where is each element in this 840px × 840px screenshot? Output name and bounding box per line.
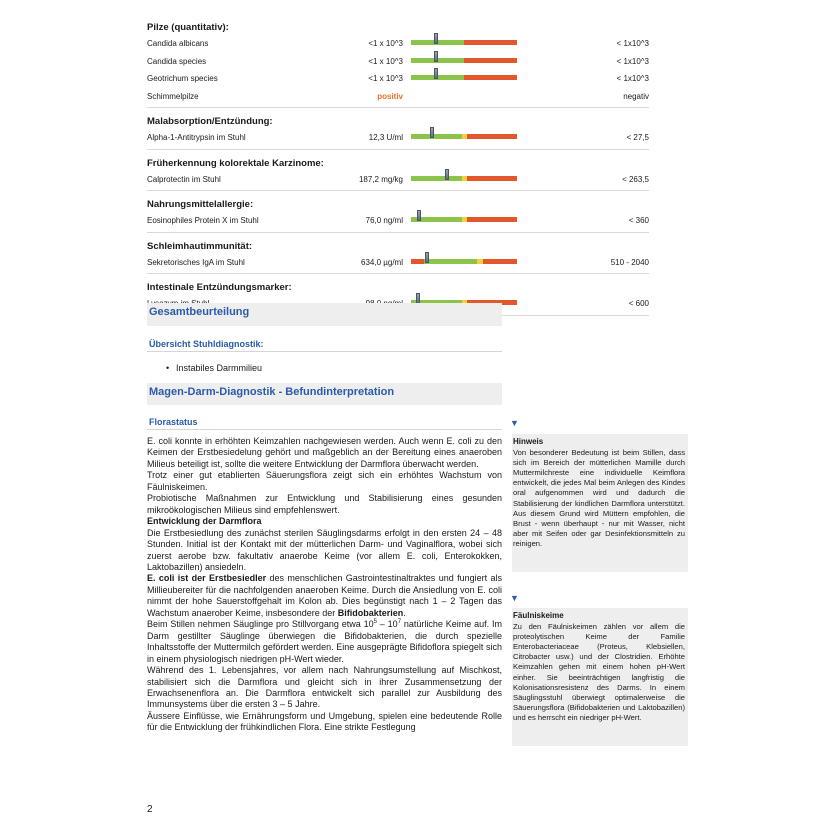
- range-marker: [445, 169, 449, 180]
- range-bar: [411, 134, 517, 139]
- range-bar: [411, 259, 517, 264]
- range-bar-high-segment: [464, 75, 517, 80]
- faulniskeime-title: Fäulniskeime: [513, 611, 564, 620]
- lab-row: [147, 171, 649, 189]
- florastatus-title: Florastatus: [147, 417, 502, 430]
- lab-row: [147, 129, 649, 147]
- lab-row: [147, 254, 649, 272]
- lab-section-title: Intestinale Entzündungsmarker:: [147, 282, 292, 293]
- range-bar: [411, 176, 517, 181]
- lab-results-table: [147, 20, 649, 316]
- befund-title: Magen-Darm-Diagnostik - Befundinterpretation: [149, 386, 395, 398]
- lab-section: [147, 156, 649, 192]
- range-marker: [430, 127, 434, 138]
- range-bar-high-segment: [464, 58, 517, 63]
- lab-value: <1 x 10^3: [368, 56, 403, 66]
- lab-section-title: Nahrungsmittelallergie:: [147, 199, 254, 210]
- hinweis-title: Hinweis: [513, 437, 544, 446]
- gesamtbeurteilung-title: Gesamtbeurteilung: [149, 306, 250, 318]
- befund-band: [147, 383, 502, 405]
- lab-param: Eosinophiles Protein X im Stuhl: [147, 216, 259, 225]
- lab-row: [147, 70, 649, 88]
- lab-value: 187,2 mg/kg: [358, 174, 403, 184]
- range-marker: [434, 33, 438, 44]
- lab-row: [147, 53, 649, 71]
- lab-reference: < 600: [628, 299, 649, 308]
- text-paragraph: Während des 1. Lebensjahres, vor allem nach Nahrungsumstellung auf Mischkost, stabilisiert sich die Darmflora und gleicht sich in ihrer Zusammensetzung der Erwachsenenflora an. Die Darmflora entwickelt sich parallel zur Ausbildung des Immunsystems über die ersten 3 – 5 Jahre.: [147, 665, 502, 710]
- range-bar-normal-segment: [411, 176, 462, 181]
- lab-reference: negativ: [623, 91, 649, 101]
- range-bar-high-segment: [483, 259, 517, 264]
- range-bar: [411, 40, 517, 45]
- entwicklung-heading: Entwicklung der Darmflora: [147, 516, 262, 527]
- faulniskeime-box: [512, 608, 688, 746]
- faulniskeime-text: Zu den Fäulniskeimen zählen vor allem die proteolytischen Keime der Familie Enterobacteriaceae (Proteus, Klebsiellen, Citrobacter usw.) und der Clostridien. Erhöhte Keimzahlen gehen mit einem hohen pH-Wert einher. Sie beeinträchtigen langfristig die Kolonisationsresistenz des Darms. In einem Säuglingsstuhl überwiegt optimalerweise die Säuerungsflora (Bifidobakterien und Laktobazillen) und es herrscht ein niedriger pH-Wert.: [513, 622, 685, 722]
- uebersicht-bullet: • Instabiles Darmmilieu: [176, 363, 262, 373]
- range-bar-normal-segment: [424, 259, 477, 264]
- lab-section-title: Pilze (quantitativ):: [147, 22, 229, 33]
- lab-reference: < 360: [628, 216, 649, 225]
- text-paragraph: Die Erstbesiedlung des zunächst sterilen Säuglingsdarms erfolgt in den ersten 24 – 48 Stunden. Initial ist der Kontakt mit der mütterlichen Darm- und Vaginalflora, wobei sich zuerst aerobe bzw. fakultativ anaerobe Keime (vor allem E. coli, Enterokokken, Laktobazillen) ansiedeln.: [147, 527, 502, 572]
- lab-reference: < 1x10^3: [616, 39, 649, 48]
- range-bar-high-segment: [467, 217, 517, 222]
- lab-value: <1 x 10^3: [368, 39, 403, 48]
- lab-value: 12,3 U/ml: [368, 133, 403, 142]
- lab-reference: < 1x10^3: [616, 74, 649, 83]
- lab-row: [147, 35, 649, 53]
- lab-section-title: Früherkennung kolorektale Karzinome:: [147, 157, 324, 169]
- lab-section-title: Schleimhautimmunität:: [147, 240, 253, 252]
- lab-section: [147, 239, 649, 275]
- lab-value: 634,0 µg/ml: [361, 257, 403, 267]
- hinweis-box: [512, 434, 688, 572]
- text-paragraph: Trotz einer gut etablierten Säuerungsflora zeigt sich ein erhöhtes Wachstum von Fäulniskeimen.: [147, 470, 502, 492]
- range-marker: [434, 51, 438, 62]
- range-bar: [411, 217, 517, 222]
- page-number: 2: [147, 804, 153, 815]
- lab-reference: < 27,5: [626, 133, 649, 142]
- flag-icon: ▼: [510, 418, 519, 428]
- lab-row: [147, 88, 649, 106]
- main-text: [147, 436, 502, 734]
- lab-section: [147, 20, 649, 108]
- lab-value: <1 x 10^3: [368, 74, 403, 83]
- range-bar-high-segment: [467, 134, 517, 139]
- uebersicht-title: Übersicht Stuhldiagnostik:: [147, 339, 502, 352]
- range-marker: [425, 252, 429, 263]
- gesamtbeurteilung-band: [147, 303, 502, 326]
- lab-section-title: Malabsorption/Entzündung:: [147, 116, 273, 127]
- lab-param: Sekretorisches IgA im Stuhl: [147, 257, 245, 267]
- range-bar-normal-segment: [411, 134, 462, 139]
- lab-param: Candida albicans: [147, 39, 209, 48]
- text-paragraph: Beim Stillen nehmen Säuglinge pro Stillvorgang etwa $10^5 - 10^7$ natürliche Keime auf. Im Darm gestillter Säuglinge überwiegen die Bifidobakterien, die durch spezielle Inhaltsstoffe der Muttermilch gefördert werden. Eine ausgeprägte Bifidoflora spiegelt sich in einem physiologisch niedrigen pH-Wert wieder.: [147, 619, 502, 664]
- text-paragraph: E. coli konnte in erhöhten Keimzahlen nachgewiesen werden. Auch wenn E. coli zu den Keimen der Erstbesiedelung gehört und maßgeblich an der Bereitung eines anaeroben Milieus beteiligt ist, sollte die weitere Entwicklung der Darmflora überwacht werden.: [147, 436, 502, 469]
- range-bar-high-segment: [467, 176, 517, 181]
- lab-value: 76,0 ng/ml: [365, 216, 403, 225]
- flag-icon: ▼: [510, 593, 519, 603]
- text-paragraph: Äussere Einflüsse, wie Ernährungsform und Umgebung, spielen eine bedeutende Rolle für die Entwicklung der frühkindlichen Flora. Eine strikte Festlegung: [147, 710, 502, 733]
- lab-reference: < 263,5: [622, 174, 649, 184]
- range-marker: [434, 68, 438, 79]
- lab-reference: < 1x10^3: [616, 56, 649, 66]
- range-bar: [411, 75, 517, 80]
- lab-param: Geotrichum species: [147, 74, 218, 83]
- range-bar-high-segment: [464, 40, 517, 45]
- lab-row: [147, 212, 649, 230]
- range-marker: [417, 210, 421, 221]
- text-paragraph: E. coli ist der Erstbesiedler des menschlichen Gastrointestinaltraktes und fungiert als Millieubereiter für die nachfolgenden anaeroben Keime. Durch die Ansiedlung von E. coli nimmt der hohe Sauerstoffgehalt im Kolon ab. Dies begünstigt nach 1 – 2 Tagen das Wachstum anaerober Keime, insbesondere der Bifidobakterien.: [147, 573, 502, 618]
- lab-value: positiv: [377, 91, 403, 101]
- lab-section: [147, 197, 649, 233]
- lab-param: Candida species: [147, 56, 207, 66]
- lab-param: Alpha-1-Antitrypsin im Stuhl: [147, 133, 246, 142]
- text-paragraph: Probiotische Maßnahmen zur Entwicklung und Stabilisierung eines gesunden mikroökologischen Milieus sind empfehlenswert.: [147, 493, 502, 515]
- lab-section: [147, 114, 649, 150]
- lab-param: Schimmelpilze: [147, 91, 199, 101]
- hinweis-text: Von besonderer Bedeutung ist beim Stillen, dass sich im Bereich der mütterlichen Mamille durch Muttermilchreste eine individuelle Keimflora entwickelt, die jedes Mal beim Anlegen des Kindes oral aufgenommen wird und dadurch die Stabilisierung der kindlichen Darmflora unterstützt. Aus diesem Grund wird Müttern empfohlen, die Brust - wenn überhaupt - nur mit Wasser, nicht aber mit Seifen oder gar Desinfektionsmitteln zu reinigen.: [513, 448, 685, 548]
- lab-param: Calprotectin im Stuhl: [147, 174, 221, 184]
- range-bar: [411, 58, 517, 63]
- lab-reference: 510 - 2040: [610, 257, 649, 267]
- range-bar-low-segment: [411, 259, 424, 264]
